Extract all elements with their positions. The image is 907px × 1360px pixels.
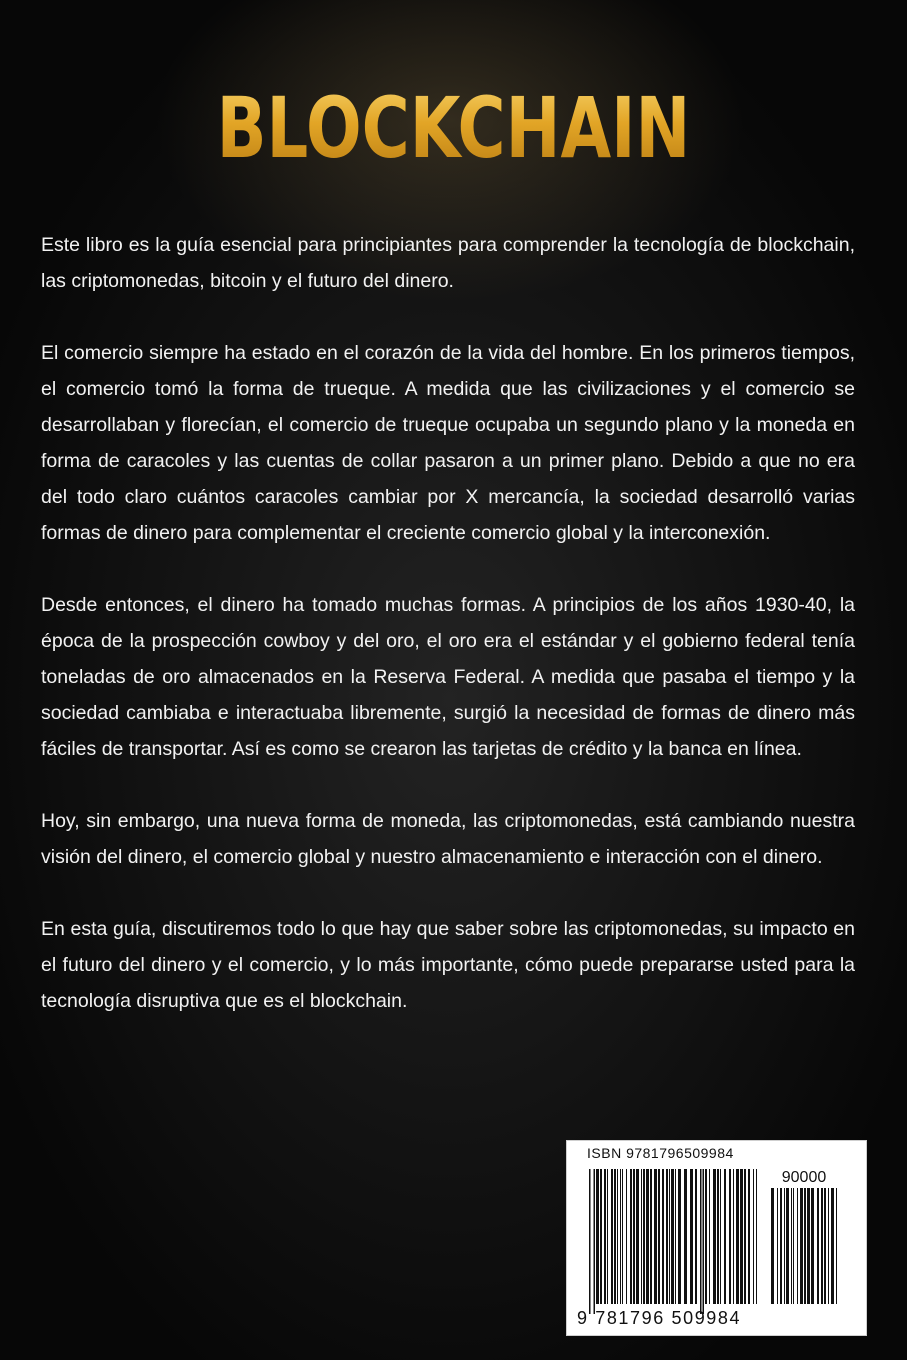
- barcode-bar: [620, 1169, 621, 1304]
- isbn-label: ISBN 9781796509984: [587, 1145, 734, 1161]
- barcode-bar: [630, 1169, 632, 1304]
- barcode-bar: [753, 1169, 754, 1304]
- barcode-bar: [666, 1169, 668, 1304]
- addon-code: 90000: [781, 1169, 827, 1186]
- barcode-bar: [720, 1169, 721, 1304]
- cover-title: BLOCKCHAIN: [100, 78, 807, 178]
- barcode-bar: [791, 1188, 792, 1304]
- barcode-bar: [793, 1188, 794, 1304]
- barcode-bar: [662, 1169, 664, 1304]
- barcode-bar: [777, 1188, 778, 1304]
- barcode-bar: [733, 1169, 734, 1304]
- barcode-bar: [811, 1188, 814, 1304]
- barcode-bar: [650, 1169, 652, 1304]
- barcode-bar: [797, 1188, 798, 1304]
- barcode-bar: [684, 1169, 687, 1304]
- barcode-bar: [690, 1169, 693, 1304]
- barcode-bar: [740, 1169, 743, 1304]
- barcode-bar: [804, 1188, 806, 1304]
- barcode-bar: [831, 1188, 834, 1304]
- barcode-bar: [705, 1169, 707, 1304]
- barcode-bar: [594, 1169, 596, 1314]
- barcode-bar: [695, 1169, 697, 1304]
- barcode-bar: [622, 1169, 623, 1304]
- barcode-bar: [611, 1169, 613, 1304]
- blurb-text: [41, 227, 855, 1055]
- blurb-paragraph-1: Este libro es la guía esencial para principiantes para comprender la tecnología de blockchain, las criptomonedas, bitcoin y el futuro del dinero.: [41, 234, 855, 292]
- barcode-bar: [709, 1169, 710, 1304]
- barcode-bar: [836, 1188, 837, 1304]
- barcode-bar: [703, 1169, 705, 1314]
- barcode-bar: [824, 1188, 826, 1304]
- barcode-digits: 9 781796 509984: [577, 1308, 742, 1328]
- barcode-bar: [678, 1169, 681, 1304]
- barcode-bar: [596, 1169, 599, 1304]
- barcode-bar: [626, 1169, 627, 1304]
- barcode-bar: [807, 1188, 810, 1304]
- barcode-bar: [717, 1169, 719, 1304]
- barcode-bar: [617, 1169, 618, 1304]
- barcode-bar: [736, 1169, 739, 1304]
- barcode-bar: [600, 1169, 602, 1304]
- barcode-bar: [786, 1188, 789, 1304]
- barcode-bar: [614, 1169, 616, 1304]
- barcode-bar: [748, 1169, 750, 1304]
- barcode-bar: [729, 1169, 731, 1304]
- barcode-bar: [780, 1188, 782, 1304]
- barcode-bar: [800, 1188, 803, 1304]
- barcode-bar: [641, 1169, 642, 1304]
- barcode-bars: [589, 1169, 759, 1314]
- blurb-paragraph-2: El comercio siempre ha estado en el corazón de la vida del hombre. En los primeros tiempos, el comercio tomó la forma de trueque. A medida que las civilizaciones y el comercio se desarrollaban y florecían, el comercio de trueque ocupaba un segundo plano y la moneda en forma de caracoles y las cuentas de collar pasaron a un primer plano. Debido a que no era del todo claro cuántos caracoles cambiar por X mercancía, la sociedad desarrolló varias formas de dinero para complementar el creciente comercio global y la interconexión.: [41, 342, 855, 544]
- barcode-bar: [821, 1188, 823, 1304]
- addon-barcode-bars: [771, 1188, 837, 1314]
- barcode-bar: [646, 1169, 649, 1304]
- blurb-paragraph-3: Desde entonces, el dinero ha tomado muchas formas. A principios de los años 1930-40, la época de la prospección cowboy y del oro, el oro era el estándar y el gobierno federal tenía toneladas de oro almacenados en la Reserva Federal. A medida que pasaba el tiempo y la sociedad cambiaba e interactuaba libremente, surgió la necesidad de formas de dinero más fáciles de transportar. Así es como se crearon las tarjetas de crédito y la banca en línea.: [41, 594, 855, 760]
- barcode-bar: [817, 1188, 819, 1304]
- barcode-bar: [828, 1188, 829, 1304]
- barcode-bar: [643, 1169, 645, 1304]
- barcode-bar: [713, 1169, 716, 1304]
- barcode-bar: [724, 1169, 726, 1304]
- barcode-bar: [784, 1188, 785, 1304]
- barcode-bar: [671, 1169, 674, 1304]
- barcode-bar: [633, 1169, 635, 1304]
- barcode-bar: [675, 1169, 676, 1304]
- barcode-bar: [607, 1169, 608, 1304]
- barcode-bar: [771, 1188, 774, 1304]
- barcode-bar: [669, 1169, 670, 1304]
- isbn-barcode-box: [566, 1140, 867, 1336]
- barcode-bar: [589, 1169, 591, 1314]
- barcode-bar: [744, 1169, 746, 1304]
- barcode-bar: [604, 1169, 606, 1304]
- barcode-bar: [658, 1169, 660, 1304]
- barcode-bar: [654, 1169, 657, 1304]
- barcode-bar: [636, 1169, 639, 1304]
- blurb-paragraph-4: Hoy, sin embargo, una nueva forma de moneda, las criptomonedas, está cambiando nuestra visión del dinero, el comercio global y nuestro almacenamiento e interacción con el dinero.: [41, 810, 855, 868]
- barcode-bar: [756, 1169, 757, 1304]
- barcode-bar: [700, 1169, 702, 1314]
- blurb-paragraph-5: En esta guía, discutiremos todo lo que hay que saber sobre las criptomonedas, su impacto en el futuro del dinero y el comercio, y lo más importante, cómo puede prepararse usted para la tecnología disruptiva que es el blockchain.: [41, 918, 855, 1012]
